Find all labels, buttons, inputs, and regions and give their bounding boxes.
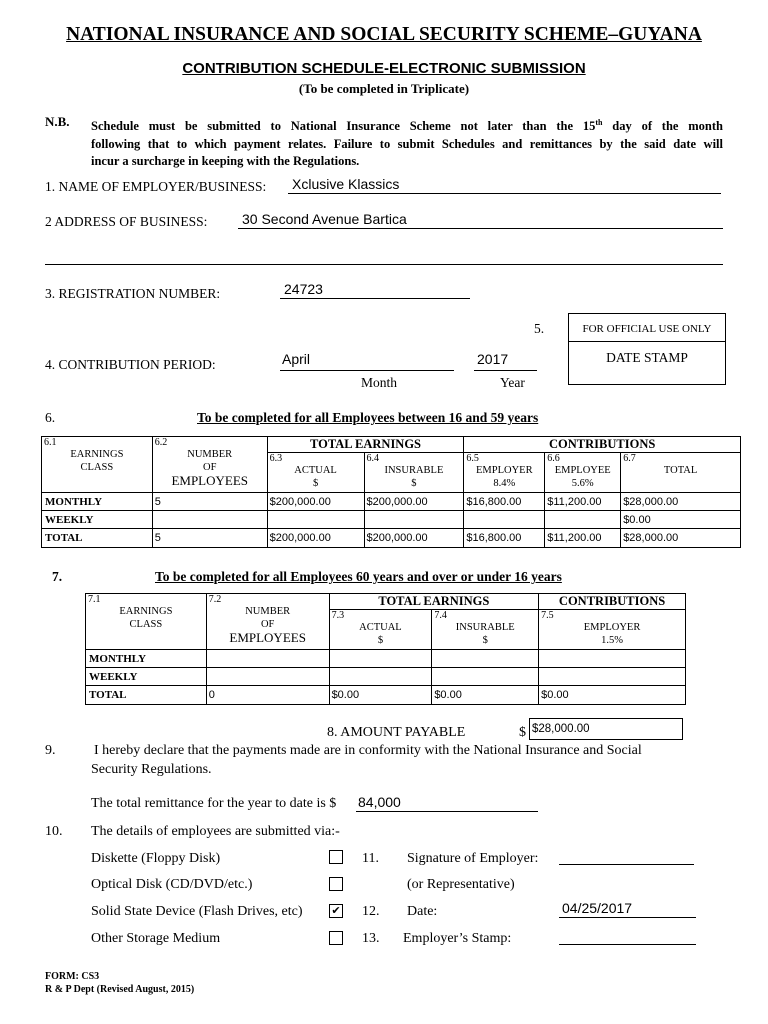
media-item-label: Solid State Device (Flash Drives, etc) [91, 904, 303, 919]
s6-cell[interactable]: $16,800.00 [464, 529, 545, 548]
employer-input[interactable]: Xclusive Klassics [292, 176, 400, 192]
amount-payable-field[interactable]: $28,000.00 [529, 718, 683, 740]
s6-row-label: TOTAL [42, 529, 153, 548]
amount-dollar: $ [519, 725, 526, 740]
employer-stamp-field[interactable] [559, 944, 696, 945]
s7-row-label: WEEKLY [86, 668, 207, 686]
section6-table [41, 436, 741, 548]
nb-line3: incur a surcharge in keeping with the Regulations. [91, 154, 360, 169]
s6-total-earnings-header: TOTAL EARNINGS [267, 437, 464, 453]
official-label: FOR OFFICIAL USE ONLY [569, 314, 725, 342]
employer-stamp-label: Employer’s Stamp: [403, 931, 512, 946]
declaration-line2: Security Regulations. [91, 762, 212, 777]
stamp-num: 13. [362, 931, 380, 946]
media-item-label: Diskette (Floppy Disk) [91, 851, 221, 866]
media-num: 10. [45, 824, 63, 839]
remittance-input[interactable]: 84,000 [358, 794, 401, 810]
s7-cell[interactable] [432, 668, 539, 686]
year-underline [474, 370, 537, 371]
month-caption: Month [361, 375, 398, 390]
address-label: 2 ADDRESS OF BUSINESS: [45, 214, 208, 229]
table-row [42, 493, 741, 511]
s6-cell[interactable] [364, 511, 464, 529]
s6-cell[interactable]: 5 [152, 493, 267, 511]
s6-insurable-header: 6.4 INSURABLE $ [364, 453, 464, 493]
remittance-label: The total remittance for the year to date is $ [91, 796, 337, 811]
s7-cell[interactable] [329, 650, 432, 668]
year-caption: Year [500, 375, 525, 390]
nb-line1a: Schedule must be submitted to National Insurance Scheme not later than the 15 [91, 119, 596, 134]
employer-underline [288, 193, 721, 194]
s6-cell[interactable]: $200,000.00 [364, 529, 464, 548]
s6-cell[interactable]: $0.00 [621, 511, 741, 529]
period-label: 4. CONTRIBUTION PERIOD: [45, 357, 216, 372]
nb-line1b: day of the month [602, 119, 723, 134]
s7-class-header: 7.1 EARNINGS CLASS [86, 594, 207, 650]
s7-cell[interactable] [329, 668, 432, 686]
registration-input[interactable]: 24723 [284, 281, 323, 297]
s7-total-earnings-header: TOTAL EARNINGS [329, 594, 539, 610]
year-input[interactable]: 2017 [477, 351, 509, 367]
form-revision: R & P Dept (Revised August, 2015) [45, 984, 195, 995]
form-code: FORM: CS3 [45, 971, 100, 982]
section6-num: 6. [45, 410, 56, 425]
s7-cell[interactable] [432, 650, 539, 668]
s7-cell[interactable] [206, 668, 329, 686]
s6-cell[interactable]: $200,000.00 [364, 493, 464, 511]
floppy-checkbox[interactable] [329, 850, 343, 864]
remittance-underline [356, 811, 538, 812]
official-box [568, 313, 726, 385]
s7-contributions-header: CONTRIBUTIONS [539, 594, 686, 610]
s6-cell[interactable]: $200,000.00 [267, 493, 364, 511]
s6-total-header: 6.7 TOTAL [621, 453, 741, 493]
date-stamp-label: DATE STAMP [606, 350, 688, 365]
nb-text [91, 114, 723, 171]
s6-cell[interactable]: $28,000.00 [621, 493, 741, 511]
amount-label: 8. AMOUNT PAYABLE [327, 725, 466, 740]
month-input[interactable]: April [282, 351, 311, 367]
s7-insurable-header: 7.4 INSURABLE $ [432, 610, 539, 650]
flash-drive-checkbox[interactable]: ✔ [329, 904, 343, 918]
s6-cell[interactable] [152, 511, 267, 529]
s6-actual-header: 6.3 ACTUAL $ [267, 453, 364, 493]
signature-num: 11. [362, 851, 379, 866]
s6-employer-header: 6.5 EMPLOYER 8.4% [464, 453, 545, 493]
official-num: 5. [534, 321, 545, 336]
nb-sup: th [595, 118, 603, 127]
table-row [86, 686, 686, 705]
s7-cell[interactable]: $0.00 [329, 686, 432, 705]
address-underline [238, 228, 723, 229]
registration-underline [280, 298, 470, 299]
address-underline-2 [45, 264, 723, 265]
registration-label: 3. REGISTRATION NUMBER: [45, 286, 221, 301]
other-storage-checkbox[interactable] [329, 931, 343, 945]
nb-label: N.B. [45, 114, 70, 129]
section6-heading: To be completed for all Employees between 16 and 59 years [197, 410, 539, 425]
date-underline [559, 917, 696, 918]
table-row [42, 511, 741, 529]
s6-contributions-header: CONTRIBUTIONS [464, 437, 741, 453]
form-title: NATIONAL INSURANCE AND SOCIAL SECURITY SCHEME–GUYANA [66, 24, 702, 45]
media-intro: The details of employees are submitted via:- [91, 824, 340, 839]
nb-line2: following that to which payment relates. Failure to submit Schedules and remittances by the said date will [91, 136, 723, 151]
s6-class-header: 6.1 EARNINGS CLASS [42, 437, 153, 493]
s6-cell[interactable]: $28,000.00 [621, 529, 741, 548]
s7-actual-header: 7.3 ACTUAL $ [329, 610, 432, 650]
section7-heading: To be completed for all Employees 60 years and over or under 16 years [155, 569, 562, 584]
s6-cell[interactable]: $11,200.00 [545, 529, 621, 548]
table-row [86, 650, 686, 668]
signature-label: Signature of Employer: [407, 851, 539, 866]
declaration-num: 9. [45, 743, 56, 758]
s7-cell[interactable] [539, 668, 686, 686]
s6-cell[interactable]: 5 [152, 529, 267, 548]
s6-cell[interactable] [464, 511, 545, 529]
s6-cell[interactable]: $200,000.00 [267, 529, 364, 548]
date-label: Date: [407, 904, 438, 919]
date-input[interactable]: 04/25/2017 [562, 900, 633, 916]
s7-cell[interactable] [206, 650, 329, 668]
s6-cell[interactable] [267, 511, 364, 529]
month-underline [280, 370, 454, 371]
signature-field[interactable] [559, 864, 694, 865]
s6-employee-header: 6.6 EMPLOYEE 5.6% [545, 453, 621, 493]
employer-label: 1. NAME OF EMPLOYER/BUSINESS: [45, 179, 267, 194]
s6-cell[interactable]: $16,800.00 [464, 493, 545, 511]
date-num: 12. [362, 904, 380, 919]
s7-cell[interactable] [539, 650, 686, 668]
representative-label: (or Representative) [407, 877, 515, 892]
section7-table [85, 593, 686, 705]
section7-num: 7. [52, 569, 63, 584]
s7-cell[interactable]: $0.00 [539, 686, 686, 705]
table-row [86, 668, 686, 686]
s7-row-label: TOTAL [86, 686, 207, 705]
s6-row-label: WEEKLY [42, 511, 153, 529]
s6-row-label: MONTHLY [42, 493, 153, 511]
s7-employer-header: 7.5 EMPLOYER 1.5% [539, 610, 686, 650]
media-item-label: Optical Disk (CD/DVD/etc.) [91, 877, 253, 892]
table-row [42, 529, 741, 548]
optical-checkbox[interactable] [329, 877, 343, 891]
form-subtitle: CONTRIBUTION SCHEDULE-ELECTRONIC SUBMISSION [182, 60, 586, 77]
s7-row-label: MONTHLY [86, 650, 207, 668]
s6-number-header: 6.2 NUMBER OF EMPLOYEES [152, 437, 267, 493]
s7-number-header: 7.2 NUMBER OF EMPLOYEES [206, 594, 329, 650]
declaration-line1: I hereby declare that the payments made are in conformity with the National Insurance and Social [94, 743, 642, 758]
media-item-label: Other Storage Medium [91, 931, 221, 946]
s6-cell[interactable]: $11,200.00 [545, 493, 621, 511]
triplicate-note: (To be completed in Triplicate) [298, 81, 470, 96]
s7-cell[interactable]: $0.00 [432, 686, 539, 705]
s7-cell[interactable]: 0 [206, 686, 329, 705]
s6-cell[interactable] [545, 511, 621, 529]
address-input[interactable]: 30 Second Avenue Bartica [242, 211, 407, 227]
